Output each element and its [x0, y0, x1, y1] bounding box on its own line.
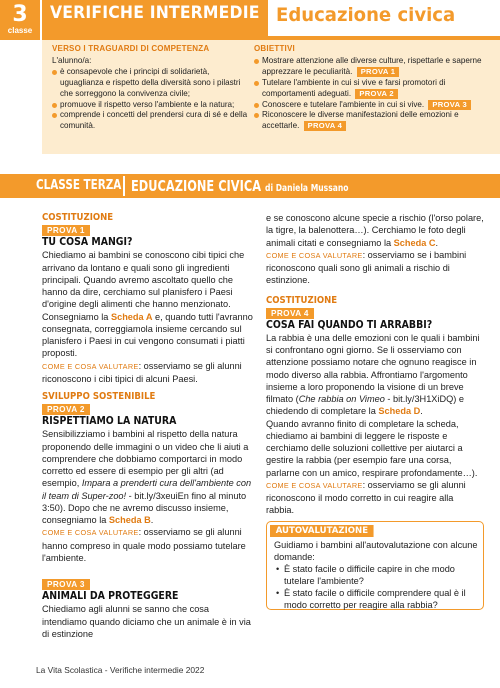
text-run: .	[150, 515, 154, 525]
text-run: .	[435, 237, 439, 248]
obiettivi-text: Mostrare attenzione alle diverse culture, rispettarle e saperne apprezzare le peculiarità.	[262, 55, 482, 76]
autovalutazione-lead: Guidiamo i bambini all'autovalutazione con alcune domande:	[274, 540, 478, 562]
text-run: .	[420, 406, 423, 417]
activity-text: Quando avranno finito di completare la scheda, chiediamo ai bambini di leggere le risposte e cerchiamo delle soluzioni collettive per aiutarci a gestire la rabbia (per esempio fare una corsa, parlarne con un amico, respirare profondamente…).	[266, 418, 478, 478]
band-divider	[123, 176, 125, 196]
band-subject: EDUCAZIONE CIVICA	[131, 177, 262, 195]
prova-tag: PROVA 3	[428, 100, 471, 110]
prova-tag: PROVA 1	[357, 67, 400, 77]
evaluation-text	[266, 249, 484, 287]
text-run: La rabbia è una delle emozioni con le quali i bambini si confrontano ogni giorno. Se li osserviamo con attenzione possiamo notare che ognuno reagisce in modo diverso alla rabbia. Affrontiamo l'argomento insieme a loro proponendo la visione di un breve filmato (	[266, 332, 480, 404]
autovalutazione-content	[274, 540, 480, 611]
text-run: : osserviamo se i bambini riconoscono quali sono gli animali a rischio di estinzione.	[266, 249, 467, 286]
section-band	[0, 174, 500, 198]
scheda-reference: Scheda C	[393, 237, 436, 248]
competenze-list	[52, 67, 250, 132]
left-column	[42, 212, 256, 640]
obiettivi-text: Tutelare l'ambiente in cui si vive e farsi promotori di comportamenti adeguati.	[262, 77, 446, 98]
autovalutazione-box	[266, 521, 484, 610]
obiettivi-item	[254, 100, 494, 111]
section-heading: COSTITUZIONE	[266, 294, 338, 306]
activity-text	[266, 332, 484, 418]
section-heading: COSTITUZIONE	[42, 212, 114, 223]
evaluation-label: COME E COSA VALUTARE	[266, 480, 363, 490]
competenze-heading: VERSO I TRAGUARDI DI COMPETENZA	[52, 44, 210, 53]
text-run: : osserviamo se gli alunni riconoscono il modo corretto in cui reagire alla rabbia.	[266, 479, 466, 516]
prova-label: PROVA 3	[42, 579, 90, 590]
text-run: e se conoscono alcune specie a rischio (l'orso polare, la tigre, la balenottera…). Cerchiamo le foto degli animali citati e consegniamo la	[266, 213, 484, 248]
competenze-item: è consapevole che i principi di solidarietà, uguaglianza e rispetto della diversità sono i pilastri che sorreggono la convivenza civile;	[52, 67, 250, 100]
obiettivi-item	[254, 56, 494, 78]
competenze-column	[52, 44, 250, 132]
subject-title: Educazione civica	[276, 4, 456, 26]
competenze-item: comprende i concetti del prendersi cura di sé e della comunità.	[52, 110, 250, 132]
grade-number: 3	[12, 2, 28, 27]
evaluation-label: COME E COSA VALUTARE	[42, 528, 139, 538]
prova-tag: PROVA 2	[355, 89, 398, 99]
band-title	[131, 177, 349, 195]
autovalutazione-item: • È stato facile o difficile capire in che modo tutelare l'ambiente?	[274, 564, 480, 588]
scheda-reference: Scheda A	[110, 311, 153, 322]
page-footer: La Vita Scolastica - Verifiche intermedie 2022	[36, 665, 205, 675]
prova-tag: PROVA 4	[304, 121, 347, 131]
obiettivi-item	[254, 78, 494, 100]
grade-badge	[0, 0, 40, 40]
series-title: VERIFICHE INTERMEDIE	[50, 3, 260, 23]
video-title: Che rabbia on Vimeo	[298, 394, 385, 404]
obiettivi-list	[254, 56, 494, 132]
text-run: - bit.ly/3xeuiEn fino al minuto 3:50). Dopo che ne avremo discusso insieme, consegniamo la	[42, 490, 247, 525]
competenze-item: promuove il rispetto verso l'ambiente e la natura;	[52, 100, 250, 111]
evaluation-label: COME E COSA VALUTARE	[42, 361, 139, 371]
obiettivi-column	[254, 44, 494, 132]
obiettivi-heading: OBIETTIVI	[254, 44, 295, 53]
activity-title: RISPETTIAMO LA NATURA	[42, 416, 177, 428]
band-author: di Daniela Mussano	[265, 183, 349, 194]
scheda-reference: Scheda B	[108, 515, 151, 525]
text-run: Chiediamo ai bambini se conoscono cibi tipici che arrivano da lontano e quali sono gli ingredienti principali. Quando avremo ascoltato quello che hanno da dire, cerchiamo sul planisfero i Paesi d'origine degli alimenti che hanno menzionato. Consegniamo la	[42, 250, 245, 322]
activity-text	[266, 212, 484, 249]
text-run: : osserviamo se gli alunni hanno compreso in quale modo possiamo tutelare l'ambiente.	[42, 527, 246, 563]
page-header	[0, 0, 500, 40]
grade-label: classe	[7, 26, 33, 35]
section-heading: SVILUPPO SOSTENIBILE	[42, 391, 156, 402]
obiettivi-item	[254, 110, 494, 132]
prova-label: PROVA 2	[42, 404, 90, 415]
obiettivi-text: Riconoscere le diverse manifestazioni delle emozioni e accettarle.	[262, 110, 459, 131]
text-run: e, quando tutti l'avranno consegnata, correggiamola insieme cercando sul planisfero i Paesi in cui vengono consumati i piatti proposti.	[42, 311, 253, 359]
activity-text	[42, 249, 256, 359]
activity-title: ANIMALI DA PROTEGGERE	[42, 591, 179, 603]
objectives-panel	[42, 40, 500, 154]
activity-title: COSA FAI QUANDO TI ARRABBI?	[266, 319, 433, 331]
subject-title-box	[268, 0, 500, 40]
video-title: Impara a prenderti cura dell'ambiente con il team di Super-zoo!	[42, 478, 252, 501]
activity-text	[42, 428, 256, 526]
prova-label: PROVA 4	[266, 308, 314, 319]
autovalutazione-item: • È stato facile o difficile comprendere qual è il modo corretto per reagire alla rabbia?	[274, 588, 480, 612]
competenze-lead: L'alunno/a:	[52, 55, 92, 65]
prova-label: PROVA 1	[42, 225, 90, 236]
autovalutazione-heading: AUTOVALUTAZIONE	[270, 525, 374, 537]
class-label: CLASSE TERZA	[36, 178, 122, 193]
scheda-reference: Scheda D	[378, 406, 421, 417]
text-run: : osserviamo se gli alunni riconoscono i cibi tipici di alcuni Paesi.	[42, 360, 242, 384]
activity-title: TU COSA MANGI?	[42, 237, 133, 249]
evaluation-text	[266, 479, 484, 517]
obiettivi-text: Conoscere e tutelare l'ambiente in cui si vive.	[262, 99, 425, 109]
right-column	[266, 212, 484, 517]
text-run: Sensibilizziamo i bambini al rispetto della natura proponendo delle immagini o un video che li aiuti a comprendere che dobbiamo comportarci in modo corretto ed essere di esempio per gli altri (ad esempio,	[42, 429, 249, 489]
text-run: - bit.ly/3H1XiDQ) e chiedendo di completare la	[266, 394, 464, 417]
evaluation-text	[42, 360, 256, 386]
evaluation-text	[42, 526, 256, 564]
activity-text: Chiediamo agli alunni se sanno che cosa intendiamo quando diciamo che un animale è in via di estinzione	[42, 604, 251, 639]
autovalutazione-list	[274, 564, 480, 612]
evaluation-label: COME E COSA VALUTARE	[266, 250, 363, 260]
